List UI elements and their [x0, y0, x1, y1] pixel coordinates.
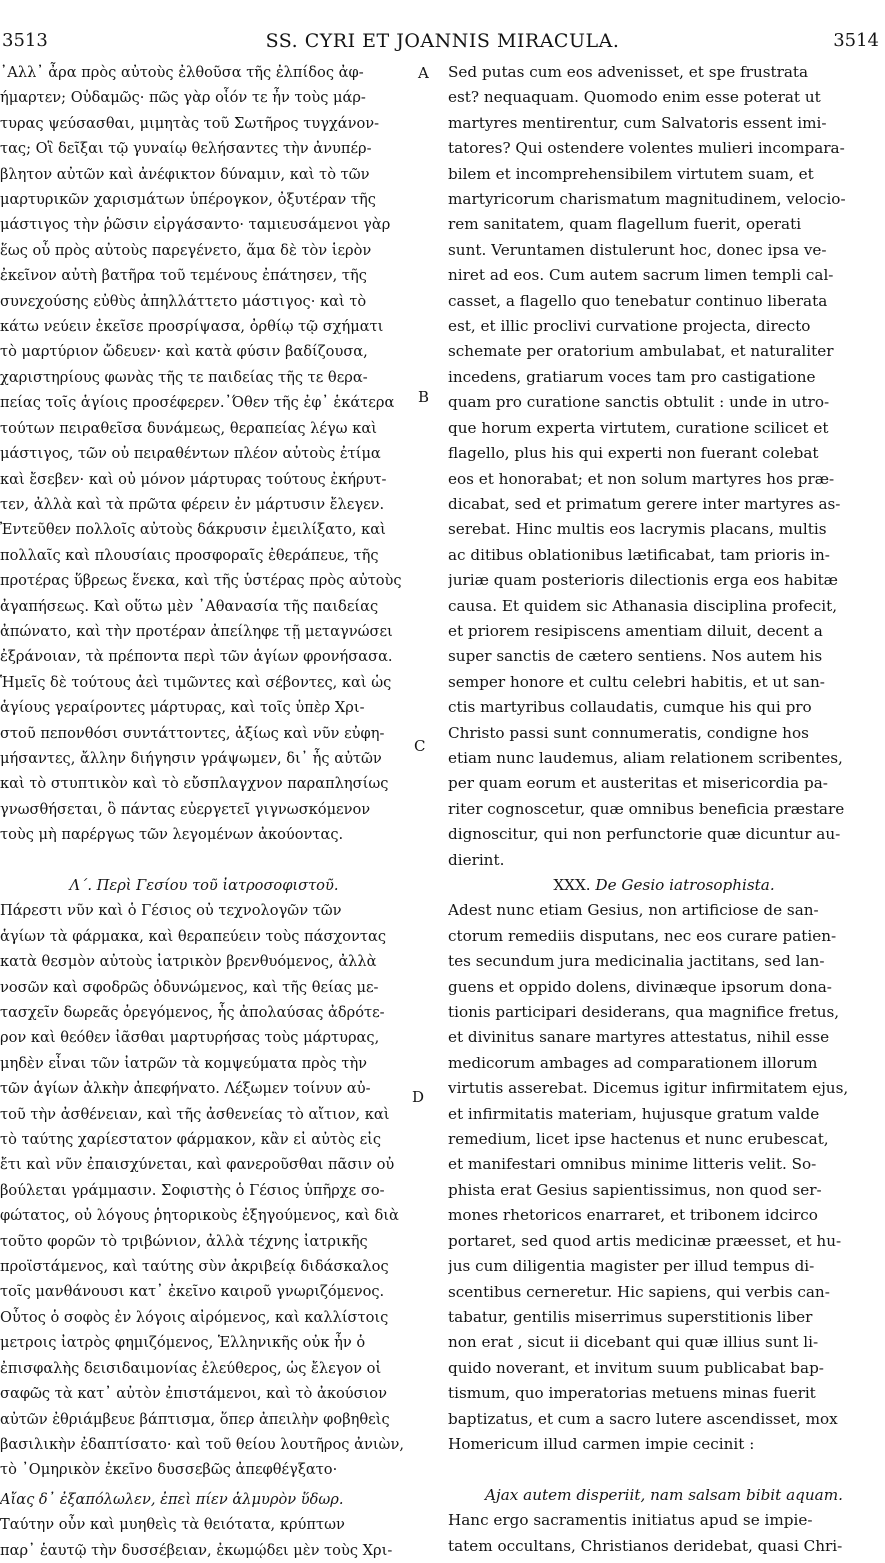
latin-text-line: ac ditibus oblationibus lætificabat, tam prioris in- [448, 545, 830, 564]
greek-text-line: παρ᾿ ἑαυτῷ τὴν δυσσέβειαν, ἐκωμῴδει μὲν τοὺς Χρι- [0, 1541, 393, 1559]
latin-text-line: riter cognoscetur, quæ omnibus beneficia præstare [448, 799, 845, 818]
latin-text-line: non erat , sicut ii dicebant qui quæ illius sunt li- [448, 1333, 819, 1352]
latin-text-line: serebat. Hinc multis eos lacrymis placans, multis [448, 520, 827, 539]
latin-text-line: dicabat, sed et primatum gerere inter martyres as- [448, 494, 841, 513]
latin-text-line: Christo passi sunt connumeratis, condigne hos [448, 723, 809, 742]
latin-text-line: ctorum remediis disputans, nec eos curare patien- [448, 926, 837, 945]
greek-text-line: ἔτι καὶ νῦν ἐπαισχύνεται, καὶ φανεροῦσθαι πᾶσιν οὐ [0, 1156, 395, 1174]
latin-text-line: martyricorum charismatum magnitudinem, velocio- [448, 190, 846, 209]
latin-text-line: dignoscitur, qui non perfunctorie quæ dicuntur au- [448, 825, 841, 844]
greek-text-line: μάστιγος, τῶν οὐ πειραθέντων πλέον αὐτοὺς ἐτίμα [0, 445, 381, 463]
latin-text-line: que horum experta virtutem, curatione scilicet et [448, 418, 829, 437]
latin-text-line: quido noverant, et invitum suum publicabat bap- [448, 1358, 824, 1377]
latin-text-line: remedium, licet ipse hactenus et nunc erubescat, [448, 1130, 829, 1149]
left-page-number: 3513 [2, 30, 48, 51]
latin-text-line: incedens, gratiarum voces tam pro castigatione [448, 367, 816, 386]
greek-text-line: μετροις ἰατρὸς φημιζόμενος, Ἑλληνικῆς οὐκ ἦν ὁ [0, 1334, 366, 1352]
greek-text-line: μηδὲν εἶναι τῶν ἰατρῶν τὰ κομψεύματα πρὸς τὴν [0, 1054, 368, 1072]
greek-text-line: βλητον αὐτῶν καὶ ἀνέφικτον δύναμιν, καὶ τὸ τῶν [0, 165, 370, 183]
greek-text-line: τοῦ τὴν ἀσθένειαν, καὶ τῆς ἀσθενείας τὸ αἴτιον, καὶ [0, 1105, 390, 1123]
latin-text-line: et divinitus sanare martyres attestatus, nihil esse [448, 1028, 830, 1047]
latin-chapter-title: De Gesio iatrosophista. [595, 876, 775, 894]
margin-letter-a: A [418, 64, 429, 82]
greek-text-line: τεν, ἀλλὰ καὶ τὰ πρῶτα φέρειν ἐν μάρτυσιν ἔλεγεν. [0, 495, 385, 513]
greek-text-line: μαρτυρικῶν χαρισμάτων ὑπέρογκον, ὀξυτέραν τῆς [0, 191, 376, 209]
latin-text-line: sunt. Veruntamen distulerunt hoc, donec ipsa ve- [448, 240, 827, 259]
margin-letter-c: C [414, 737, 426, 755]
greek-text-line: πείας τοῖς ἁγίοις προσέφερεν.᾿Όθεν τῆς ἐφ᾿ ἑκάτερα [0, 394, 395, 412]
greek-text-line: φώτατος, οὐ λόγους ῥητορικοὺς ἐξηγούμενος, καὶ διὰ [0, 1207, 399, 1225]
greek-text-part-2 [0, 898, 408, 1482]
latin-text-line: super sanctis de cætero sentiens. Nos autem his [448, 647, 823, 666]
latin-text-line: medicorum ambages ad comparationem illorum [448, 1053, 818, 1072]
greek-chapter-heading: Λ΄. Περὶ Γεσίου τοῦ ἰατροσοφιστοῦ. [69, 876, 339, 894]
greek-text-line: ἐξράνοιαν, τὰ πρέποντα περὶ τῶν ἁγίων φρονήσασα. [0, 648, 393, 666]
greek-text-line: τὸ ταύτης χαρίεστατον φάρμακον, κἂν εἰ αὐτὸς εἰς [0, 1131, 382, 1149]
latin-text-line: semper honore et cultu celebri habitis, et ut san- [448, 672, 825, 691]
latin-text-line: tionis participari desiderans, qua magnifice fretus, [448, 1003, 840, 1022]
greek-text-line: αὐτῶν ἐθριάμβευε βάπτισμα, ὅπερ ἀπειλὴν φοβηθεὶς [0, 1410, 390, 1428]
latin-text-line: Hanc ergo sacramentis initiatus apud se impie- [448, 1511, 813, 1530]
latin-text-line: eos et honorabat; et non solum martyres hos præ- [448, 469, 835, 488]
latin-text-line: et infirmitatis materiam, hujusque gratum valde [448, 1104, 820, 1123]
greek-text-line: ἁγίους γεραίροντες μάρτυρας, καὶ τοῖς ὑπὲρ Χρι- [0, 699, 365, 717]
latin-text-line: phista erat Gesius sapientissimus, non quod ser- [448, 1180, 822, 1199]
latin-text-line: tabatur, gentilis miserrimus superstitionis liber [448, 1307, 813, 1326]
latin-text-line: baptizatus, et cum a sacro lutere ascendisset, mox [448, 1409, 838, 1428]
greek-text-line: τασχεῖν δωρεᾶς ὀρεγόμενος, ἧς ἀπολαύσας ἀδρότε- [0, 1004, 385, 1022]
greek-text-line: ἐπισφαλὴς δεισιδαιμονίας ἐλεύθερος, ὡς ἔλεγον οἱ [0, 1359, 382, 1377]
greek-text-line: ἁγίων τὰ φάρμακα, καὶ θεραπεύειν τοὺς πάσχοντας [0, 927, 387, 945]
greek-text-line: ἕως οὗ πρὸς αὐτοὺς παρεγένετο, ἅμα δὲ τὸν ἱερὸν [0, 241, 372, 259]
latin-text-line: tes secundum jura medicinalia jactitans, sed lan- [448, 952, 825, 971]
latin-text-line: rem sanitatem, quam flagellum fuerit, operati [448, 215, 802, 234]
greek-text-line: Ἐντεῦθεν πολλοῖς αὐτοὺς δάκρυσιν ἐμειλίξατο, καὶ [0, 521, 386, 539]
running-title: SS. CYRI ET JOANNIS MIRACULA. [265, 30, 620, 52]
latin-text-line: martyres mentirentur, cum Salvatoris essent imi- [448, 113, 827, 132]
greek-text-line: τοὺς μὴ παρέργως τῶν λεγομένων ἀκούοντας. [0, 826, 344, 844]
greek-column [0, 60, 408, 1563]
margin-letter-d: D [412, 1088, 425, 1106]
greek-text-line: τούτων πειραθεῖσα δυνάμεως, θεραπείας λέγω καὶ [0, 419, 377, 437]
greek-text-line: κάτω νεύειν ἐκεῖσε προσρίψασα, ὀρθίῳ τῷ σχήματι [0, 318, 384, 336]
latin-text-line: per quam eorum et austeritas et misericordia pa- [448, 774, 828, 793]
latin-text-line: quam pro curatione sanctis obtulit : unde in utro- [448, 393, 830, 412]
greek-text-line: ἀγαπήσεως. Καὶ οὕτω μὲν ᾿Αθανασία τῆς παιδείας [0, 597, 379, 615]
latin-text-line: dierint. [448, 850, 505, 869]
latin-text-line: Adest nunc etiam Gesius, non artificiose de san- [448, 901, 819, 920]
latin-text-line: bilem et incomprehensibilem virtutem suam, et [448, 164, 814, 183]
greek-text-line: ρον καὶ θεόθεν ἰᾶσθαι μαρτυρήσας τοὺς μάρτυρας, [0, 1029, 380, 1047]
latin-chapter-number: XXX. [553, 876, 591, 894]
latin-text-part-1 [448, 60, 880, 873]
greek-text-line: ἀπώνατο, καὶ τὴν προτέραν ἀπείληφε τῇ μεταγνώσει [0, 622, 393, 640]
greek-text-line: χαριστηρίους φωνὰς τῆς τε παιδείας τῆς τε θερα- [0, 368, 368, 386]
greek-text-line: βασιλικὴν ἐδαπτίσατο· καὶ τοῦ θείου λουτῆρος ἀνιὼν, [0, 1435, 404, 1453]
latin-text-line: Homericum illud carmen impie cecinit : [448, 1434, 755, 1453]
greek-text-line: συνεχούσης εὐθὺς ἀπηλλάττετο μάστιγος· καὶ τὸ [0, 292, 367, 310]
latin-text-line: causa. Et quidem sic Athanasia disciplina profecit, [448, 596, 838, 615]
latin-text-line: schemate per oratorium ambulabat, et naturaliter [448, 342, 834, 361]
greek-text-part-3 [0, 1512, 408, 1563]
greek-text-line: Ταύτην οὖν καὶ μυηθεὶς τὰ θειότατα, κρύπτων [0, 1516, 345, 1534]
latin-text-line: scentibus cerneretur. Hic sapiens, qui verbis can- [448, 1282, 830, 1301]
greek-text-line: ἐκεῖνον αὐτὴ βατῆρα τοῦ τεμένους ἐπάτησεν, τῆς [0, 267, 367, 285]
latin-text-line: et priorem resipiscens amentiam diluit, decent a [448, 621, 823, 640]
greek-text-line: τὸ μαρτύριον ὤδευεν· καὶ κατὰ φύσιν βαδίζουσα, [0, 343, 368, 361]
latin-text-line: ctis martyribus collaudatis, cumque his qui pro [448, 698, 812, 717]
latin-text-line: et manifestari omnibus minime litteris velit. So- [448, 1155, 817, 1174]
greek-text-line: τοῖς μανθάνουσι κατ᾿ ἐκεῖνο καιροῦ γνωριζόμενος. [0, 1283, 385, 1301]
greek-text-line: ᾿Αλλ᾿ ἆρα πρὸς αὐτοὺς ἐλθοῦσα τῆς ἐλπίδος ἀφ- [0, 64, 364, 81]
latin-homeric-quote: Ajax autem disperiit, nam salsam bibit aquam. [485, 1485, 843, 1504]
latin-text-line: guens et oppido dolens, divinæque ipsorum dona- [448, 977, 832, 996]
latin-text-line: jus cum diligentia magister per illud tempus di- [448, 1257, 815, 1276]
latin-text-part-2 [448, 898, 880, 1457]
latin-text-line: est, et illic proclivi curvatione projecta, directo [448, 317, 811, 336]
latin-text-line: est? nequaquam. Quomodo enim esse poterat ut [448, 88, 821, 107]
greek-text-line: νοσῶν καὶ σφοδρῶς ὀδυνώμενος, καὶ τῆς θείας με- [0, 978, 379, 996]
greek-text-line: πολλαῖς καὶ πλουσίαις προσφοραῖς ἐθεράπευε, τῆς [0, 546, 379, 564]
greek-text-line: προτέρας ὕβρεως ἕνεκα, καὶ τῆς ὑστέρας πρὸς αὐτοὺς [0, 572, 402, 590]
greek-homeric-quote: Αἴας δ᾿ ἐξαπόλωλεν, ἐπεὶ πίεν ἁλμυρὸν ὕδωρ. [0, 1490, 344, 1508]
greek-text-line: Οὗτος ὁ σοφὸς ἐν λόγοις αἰρόμενος, καὶ καλλίστοις [0, 1308, 389, 1326]
greek-text-line: μάστιγος τὴν ῥῶσιν εἰργάσαντο· ταμιευσάμενοι γὰρ [0, 216, 391, 234]
latin-text-line: tatem occultans, Christianos deridebat, quasi Chri- [448, 1536, 843, 1555]
greek-text-line: γνωσθήσεται, ὃ πάντας εὐεργετεῖ γιγνωσκόμενον [0, 800, 371, 818]
latin-chapter-heading [448, 873, 880, 898]
latin-text-line: juriæ quam posterioris dilectionis erga eos habitæ [448, 571, 838, 590]
greek-text-line: τὸ ᾿Ομηρικὸν ἐκεῖνο δυσσεβῶς ἀπεφθέγξατο· [0, 1461, 338, 1479]
latin-text-line: mones rhetoricos enarraret, et tribonem idcirco [448, 1206, 818, 1225]
greek-text-line: καὶ ἔσεβεν· καὶ οὐ μόνον μάρτυρας τούτους ἐκήρυτ- [0, 470, 387, 488]
greek-text-line: Ἡμεῖς δὲ τούτους ἀεὶ τιμῶντες καὶ σέβοντες, καὶ ὡς [0, 673, 392, 691]
greek-text-line: προϊστάμενος, καὶ ταύτης σὺν ἀκριβείᾳ διδάσκαλος [0, 1258, 389, 1276]
latin-text-line: tatores? Qui ostendere volentes mulieri incompara- [448, 139, 845, 158]
greek-text-line: τοῦτο φορῶν τὸ τριβώνιον, ἀλλὰ τέχνης ἰατρικῆς [0, 1232, 368, 1250]
greek-text-line: ήμαρτεν; Οὐδαμῶς· πῶς γὰρ οἷόν τε ἦν τοὺς μάρ- [0, 89, 366, 107]
latin-text-line: portaret, sed quod artis medicinæ præesset, et hu- [448, 1231, 842, 1250]
latin-text-line: casset, a flagello quo tenebatur continuo liberata [448, 291, 828, 310]
latin-text-line: tismum, quo imperatorias metuens minas fuerit [448, 1384, 816, 1403]
greek-text-line: βούλεται γράμμασιν. Σοφιστὴς ὁ Γέσιος ὑπῆρχε σο- [0, 1181, 385, 1199]
margin-letter-b: B [418, 388, 430, 406]
latin-text-line: virtutis asserebat. Dicemus igitur infirmitatem ejus, [448, 1079, 849, 1098]
latin-column [448, 60, 880, 1559]
greek-text-line: καὶ τὸ στυπτικὸν καὶ τὸ εὔσπλαγχνον παραπλησίως [0, 775, 389, 793]
greek-text-part-1 [0, 60, 408, 848]
right-page-number: 3514 [833, 30, 879, 51]
greek-text-line: μήσαντες, ἄλλην διήγησιν γράψωμεν, δι᾿ ἧς αὐτῶν [0, 749, 382, 767]
latin-text-line: Sed putas cum eos advenisset, et spe frustrata [448, 63, 809, 81]
latin-text-line: flagello, plus his qui experti non fuerant colebat [448, 444, 819, 463]
latin-text-line: etiam nunc laudemus, aliam relationem scribentes, [448, 748, 843, 767]
greek-text-line: στοῦ πεπονθόσι συντάττοντες, ἀξίως καὶ νῦν εὐφη- [0, 724, 385, 742]
greek-text-line: τῶν ἁγίων ἀλκὴν ἀπεφήνατο. Λέξωμεν τοίνυν αὐ- [0, 1080, 371, 1098]
greek-text-line: σαφῶς τὰ κατ᾿ αὐτὸν ἐπιστάμενοι, καὶ τὸ ἀκούσιον [0, 1385, 387, 1403]
latin-text-line: niret ad eos. Cum autem sacrum limen templi cal- [448, 266, 834, 285]
greek-text-line: τας; Οἳ δεῖξαι τῷ γυναίῳ θελήσαντες τὴν ἀνυπέρ- [0, 140, 372, 158]
greek-text-line: τυρας ψεύσασθαι, μιμητὰς τοῦ Σωτῆρος τυγχάνον- [0, 114, 380, 132]
greek-text-line: Πάρεστι νῦν καὶ ὁ Γέσιος οὐ τεχνολογῶν τῶν [0, 902, 342, 920]
greek-text-line: κατὰ θεσμὸν αὐτοὺς ἰατρικὸν βρενθυόμενος, ἀλλὰ [0, 953, 377, 971]
latin-text-part-3 [448, 1508, 880, 1559]
